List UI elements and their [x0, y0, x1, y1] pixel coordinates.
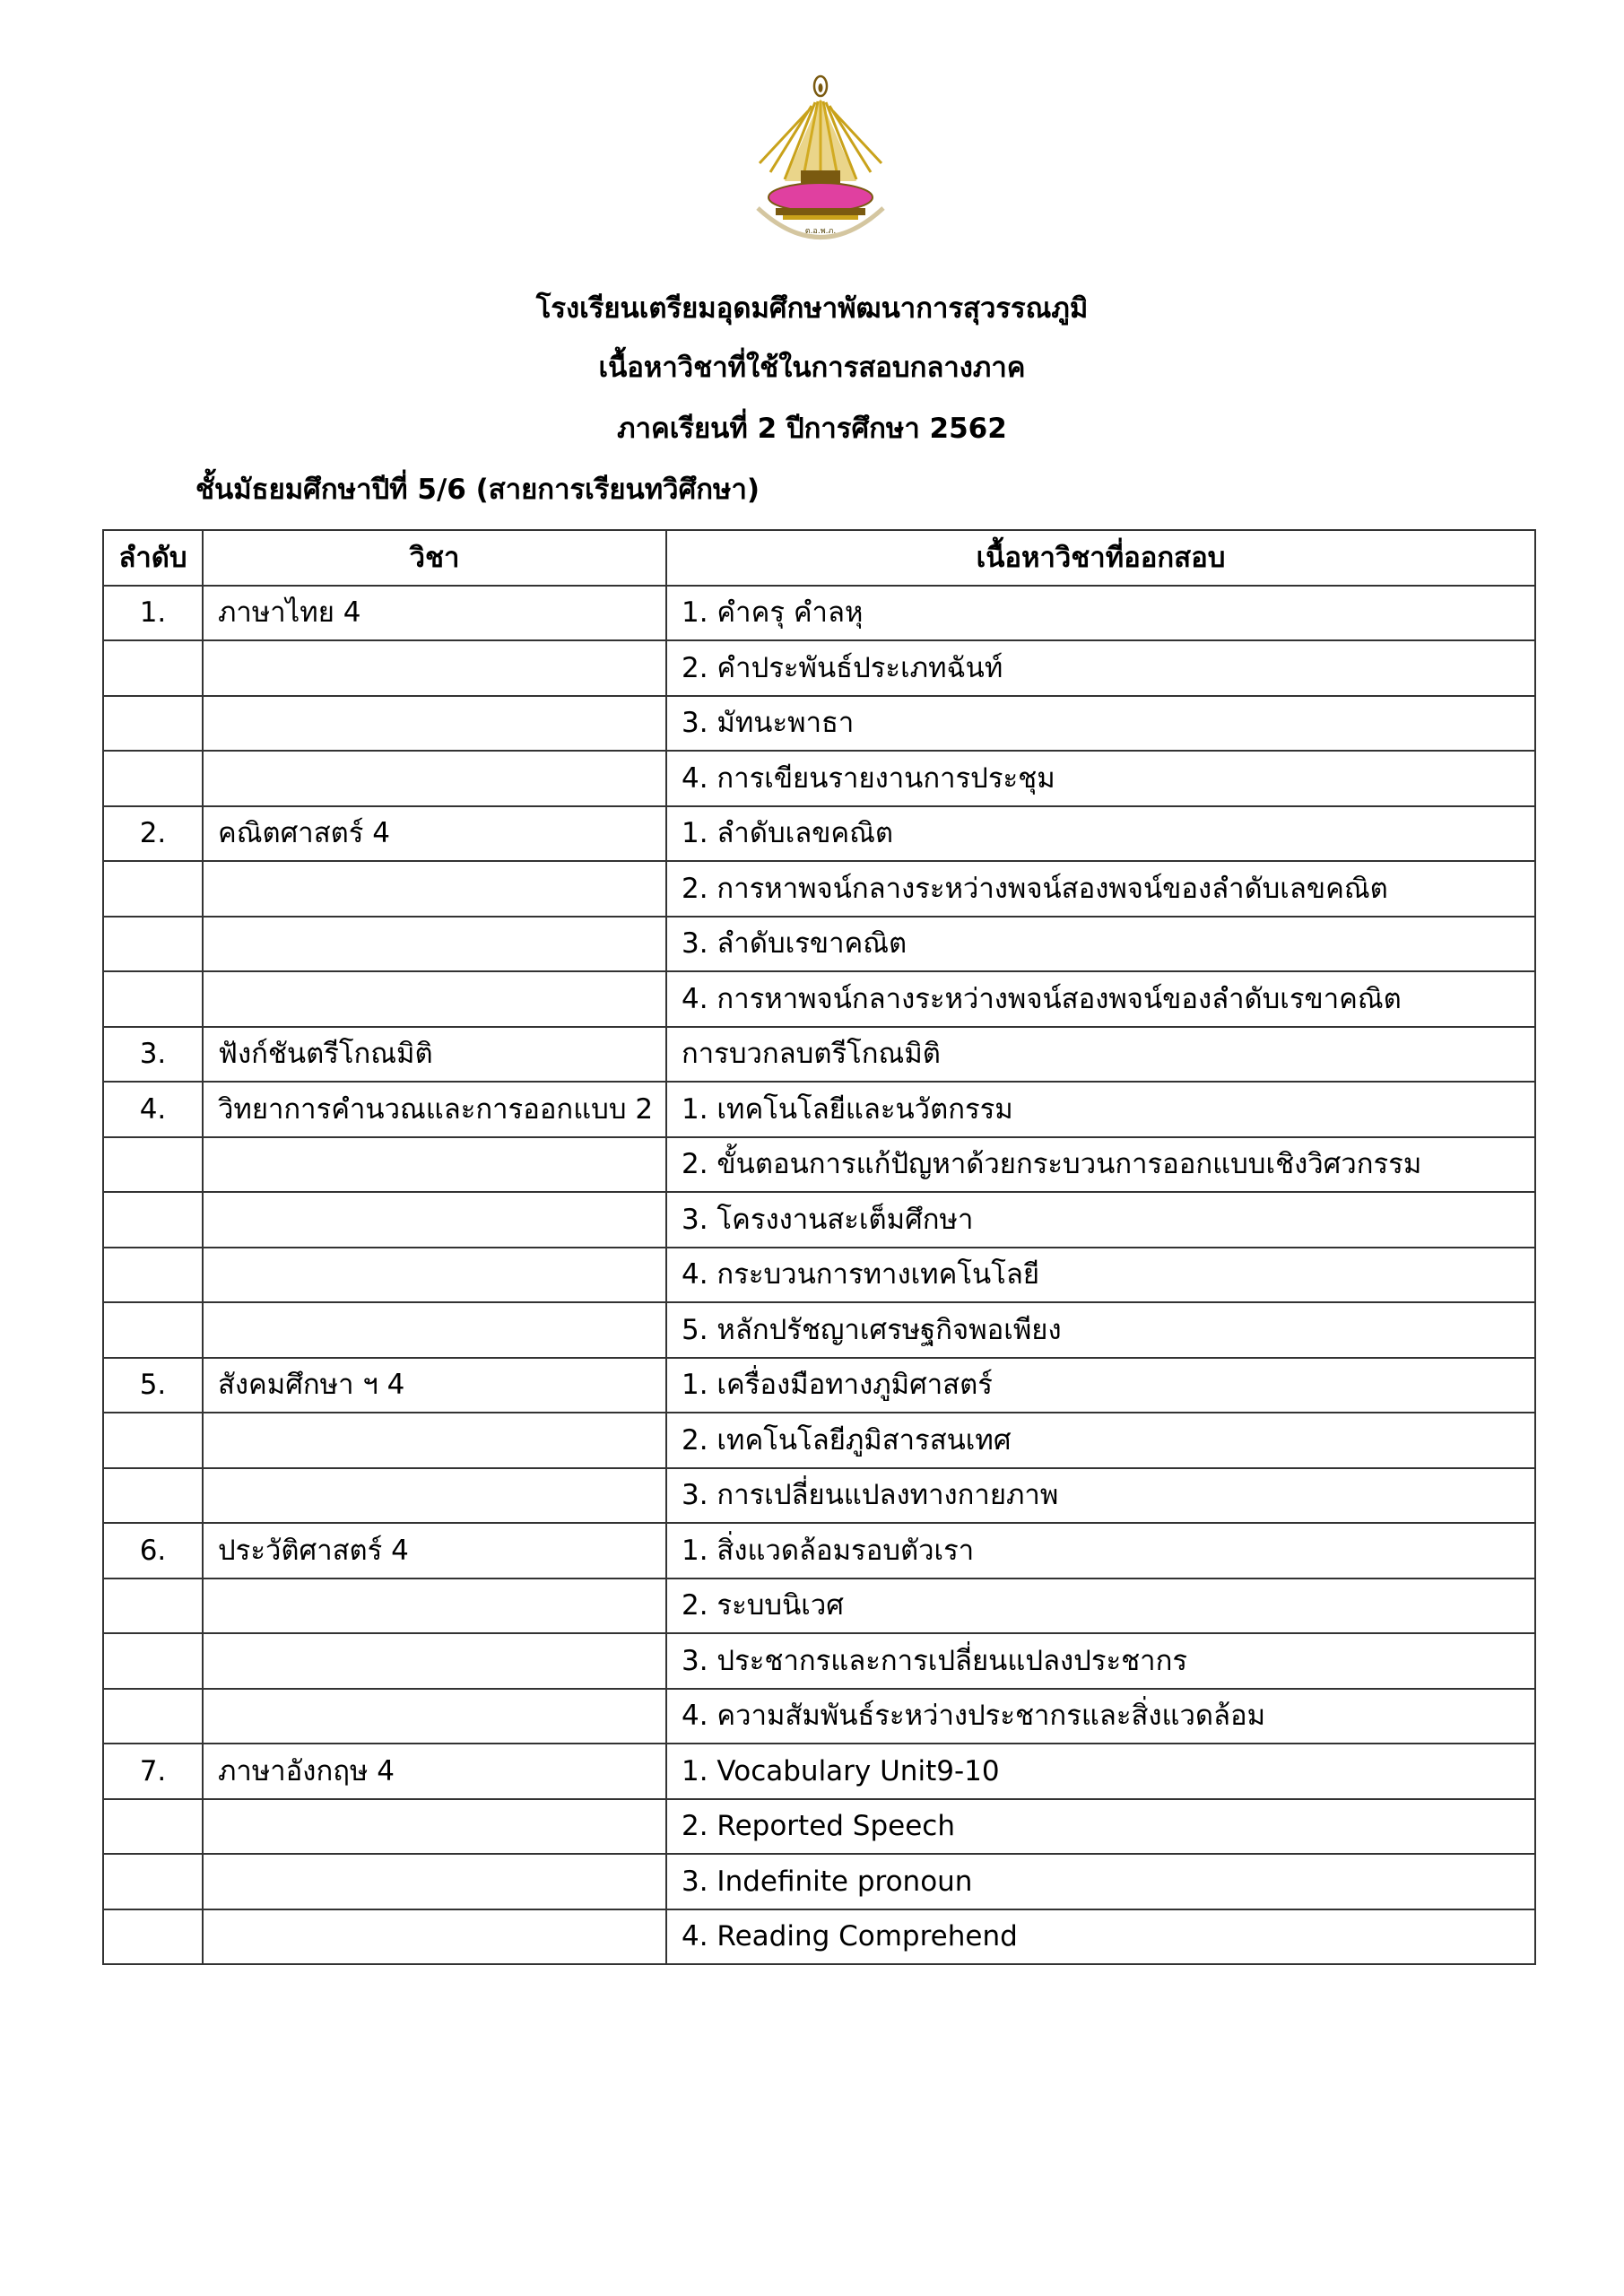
table-row: [103, 1744, 1535, 1799]
header-order: ลำดับ: [103, 530, 203, 586]
table-row: [103, 1799, 1535, 1855]
subject-cell: [203, 1468, 666, 1524]
order-cell: [103, 971, 203, 1027]
content-cell: 4. การเขียนรายงานการประชุม: [666, 751, 1535, 806]
table-header-row: [103, 530, 1535, 586]
order-cell: [103, 917, 203, 972]
content-cell: 3. โครงงานสะเต็มศึกษา: [666, 1192, 1535, 1248]
subject-cell: [203, 1854, 666, 1909]
content-cell: 1. เครื่องมือทางภูมิศาสตร์: [666, 1358, 1535, 1413]
grade-label: ชั้นมัธยมศึกษาปีที่ 5/6 (สายการเรียนทวิศึกษา): [195, 474, 760, 506]
content-cell: 1. เทคโนโลยีและนวัตกรรม: [666, 1082, 1535, 1137]
subject-cell: ภาษาไทย 4: [203, 586, 666, 641]
table-row: [103, 1578, 1535, 1634]
table-row: [103, 806, 1535, 862]
subject-cell: [203, 1633, 666, 1689]
table-row: [103, 1854, 1535, 1909]
content-cell: 1. คำครุ คำลหุ: [666, 586, 1535, 641]
subject-cell: [203, 1578, 666, 1634]
content-cell: 4. ความสัมพันธ์ระหว่างประชากรและสิ่งแวดล้อม: [666, 1689, 1535, 1744]
order-cell: [103, 751, 203, 806]
content-cell: 2. เทคโนโลยีภูมิสารสนเทศ: [666, 1413, 1535, 1468]
subject-cell: สังคมศึกษา ฯ 4: [203, 1358, 666, 1413]
content-cell: 4. Reading Comprehend: [666, 1909, 1535, 1965]
content-cell: 4. กระบวนการทางเทคโนโลยี: [666, 1248, 1535, 1303]
table-row: [103, 1358, 1535, 1413]
content-cell: 3. Indefinite pronoun: [666, 1854, 1535, 1909]
header-content: เนื้อหาวิชาที่ออกสอบ: [666, 530, 1535, 586]
content-cell: การบวกลบตรีโกณมิติ: [666, 1027, 1535, 1083]
content-cell: 3. ประชากรและการเปลี่ยนแปลงประชากร: [666, 1633, 1535, 1689]
order-cell: 1.: [103, 586, 203, 641]
order-cell: [103, 1302, 203, 1358]
subject-cell: ฟังก์ชันตรีโกณมิติ: [203, 1027, 666, 1083]
order-cell: [103, 1909, 203, 1965]
header-subject: วิชา: [203, 530, 666, 586]
order-cell: [103, 1192, 203, 1248]
school-emblem-crown-icon: [731, 74, 910, 253]
table-row: [103, 1248, 1535, 1303]
table-row: [103, 1468, 1535, 1524]
order-cell: [103, 696, 203, 752]
order-cell: 6.: [103, 1523, 203, 1578]
table-row: [103, 1137, 1535, 1193]
order-cell: 7.: [103, 1744, 203, 1799]
logo-caption: ต.อ.พ.ภ.: [804, 227, 837, 236]
order-cell: [103, 1689, 203, 1744]
order-cell: [103, 861, 203, 917]
order-cell: 3.: [103, 1027, 203, 1083]
table-row: [103, 696, 1535, 752]
order-cell: [103, 1633, 203, 1689]
subject-cell: [203, 1192, 666, 1248]
content-cell: 3. ลำดับเรขาคณิต: [666, 917, 1535, 972]
table-row: [103, 917, 1535, 972]
subject-cell: [203, 751, 666, 806]
content-cell: 5. หลักปรัชญาเศรษฐกิจพอเพียง: [666, 1302, 1535, 1358]
subject-cell: [203, 696, 666, 752]
order-cell: 2.: [103, 806, 203, 862]
table-row: [103, 640, 1535, 696]
table-row: [103, 1192, 1535, 1248]
table-row: [103, 1413, 1535, 1468]
content-cell: 2. ระบบนิเวศ: [666, 1578, 1535, 1634]
order-cell: [103, 1468, 203, 1524]
subject-cell: คณิตศาสตร์ 4: [203, 806, 666, 862]
content-cell: 3. การเปลี่ยนแปลงทางกายภาพ: [666, 1468, 1535, 1524]
subject-cell: [203, 1413, 666, 1468]
order-cell: [103, 1137, 203, 1193]
order-cell: 4.: [103, 1082, 203, 1137]
subject-cell: [203, 1248, 666, 1303]
order-cell: [103, 1799, 203, 1855]
subject-cell: [203, 1799, 666, 1855]
table-row: [103, 1302, 1535, 1358]
subject-cell: [203, 861, 666, 917]
subject-cell: [203, 1137, 666, 1193]
table-row: [103, 751, 1535, 806]
table-row: [103, 971, 1535, 1027]
subject-cell: วิทยาการคำนวณและการออกแบบ 2: [203, 1082, 666, 1137]
exam-content-table: [102, 529, 1536, 1965]
table-row: [103, 1523, 1535, 1578]
content-cell: 2. Reported Speech: [666, 1799, 1535, 1855]
subject-cell: [203, 971, 666, 1027]
order-cell: [103, 640, 203, 696]
order-cell: [103, 1578, 203, 1634]
school-name: โรงเรียนเตรียมอุดมศึกษาพัฒนาการสุวรรณภูมิ: [535, 292, 1089, 325]
table-row: [103, 1082, 1535, 1137]
content-cell: 1. Vocabulary Unit9-10: [666, 1744, 1535, 1799]
term-label: ภาคเรียนที่ 2 ปีการศึกษา 2562: [617, 413, 1007, 445]
content-cell: 1. ลำดับเลขคณิต: [666, 806, 1535, 862]
subject-cell: ประวัติศาสตร์ 4: [203, 1523, 666, 1578]
content-cell: 3. มัทนะพาธา: [666, 696, 1535, 752]
subject-cell: [203, 1302, 666, 1358]
order-cell: [103, 1248, 203, 1303]
content-cell: 2. การหาพจน์กลางระหว่างพจน์สองพจน์ของลำดับเลขคณิต: [666, 861, 1535, 917]
content-cell: 2. ขั้นตอนการแก้ปัญหาด้วยกระบวนการออกแบบเชิงวิศวกรรม: [666, 1137, 1535, 1193]
table-row: [103, 1909, 1535, 1965]
subject-cell: [203, 1909, 666, 1965]
content-cell: 4. การหาพจน์กลางระหว่างพจน์สองพจน์ของลำดับเรขาคณิต: [666, 971, 1535, 1027]
table-row: [103, 861, 1535, 917]
table-row: [103, 1689, 1535, 1744]
order-cell: [103, 1413, 203, 1468]
table-row: [103, 1633, 1535, 1689]
subject-cell: [203, 640, 666, 696]
order-cell: [103, 1854, 203, 1909]
subject-cell: [203, 917, 666, 972]
table-row: [103, 586, 1535, 641]
document-title: เนื้อหาวิชาที่ใช้ในการสอบกลางภาค: [598, 352, 1026, 384]
subject-cell: [203, 1689, 666, 1744]
subject-cell: ภาษาอังกฤษ 4: [203, 1744, 666, 1799]
table-row: [103, 1027, 1535, 1083]
content-cell: 1. สิ่งแวดล้อมรอบตัวเรา: [666, 1523, 1535, 1578]
content-cell: 2. คำประพันธ์ประเภทฉันท์: [666, 640, 1535, 696]
order-cell: 5.: [103, 1358, 203, 1413]
